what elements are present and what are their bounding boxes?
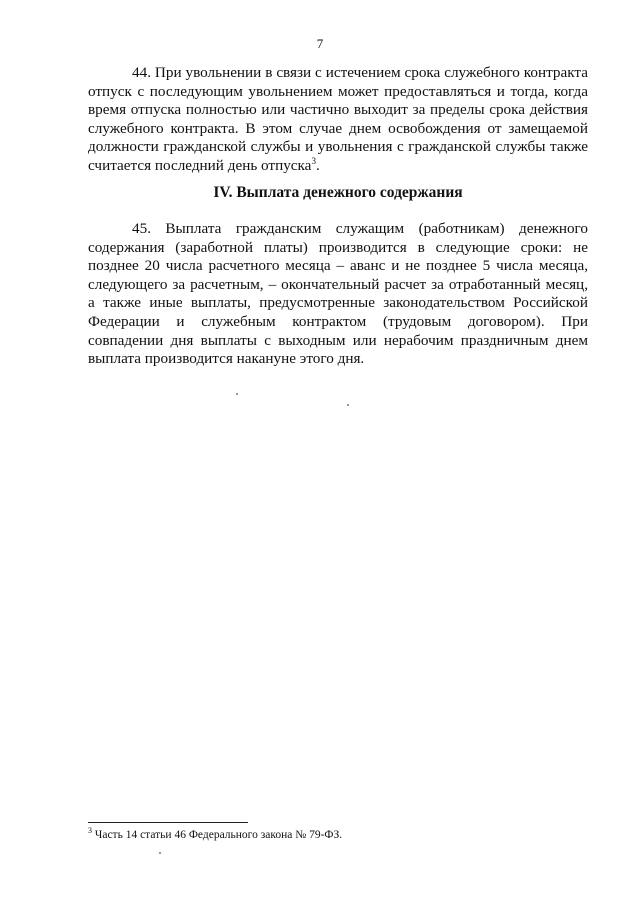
- footnote-text: Часть 14 статьи 46 Федерального закона № 79-ФЗ.: [92, 829, 343, 841]
- scan-speck: [159, 852, 161, 854]
- paragraph-44-text: 44. При увольнении в связи с истечением срока служебного контракта отпуск с последующим увольнением может предоставляться и тогда, когда время отпуска полностью или частично выходит за пределы срока действия служебного контракта. В этом случае днем освобождения от замещаемой должности гражданской службы и увольнения с гражданской службы также считается последний день отпуска: [88, 64, 588, 174]
- scan-speck: [236, 393, 238, 395]
- paragraph-45: 45. Выплата гражданским служащим (работникам) денежного содержания (заработной платы) производится в следующие сроки: не позднее 20 числа расчетного месяца – аванс и не позднее 5 числа месяца, следующего за расчетным, – окончательный расчет за отработанный месяц, а также иные выплаты, предусмотренные законодательством Российской Федерации и служебным контрактом (трудовым договором). При совпадении дня выплаты с выходным или нерабочим праздничным днем выплата производится накануне этого дня.: [88, 220, 588, 368]
- paragraph-44-end: .: [315, 156, 320, 174]
- footnote-divider: [88, 822, 248, 823]
- scan-speck: [347, 404, 349, 406]
- paragraph-44: [88, 64, 588, 176]
- section-heading: IV. Выплата денежного содержания: [213, 184, 463, 201]
- page-number: 7: [316, 36, 324, 51]
- footnote-marker: 3: [88, 826, 92, 836]
- footnote: [88, 828, 588, 842]
- footnote-reference: 3: [311, 155, 316, 166]
